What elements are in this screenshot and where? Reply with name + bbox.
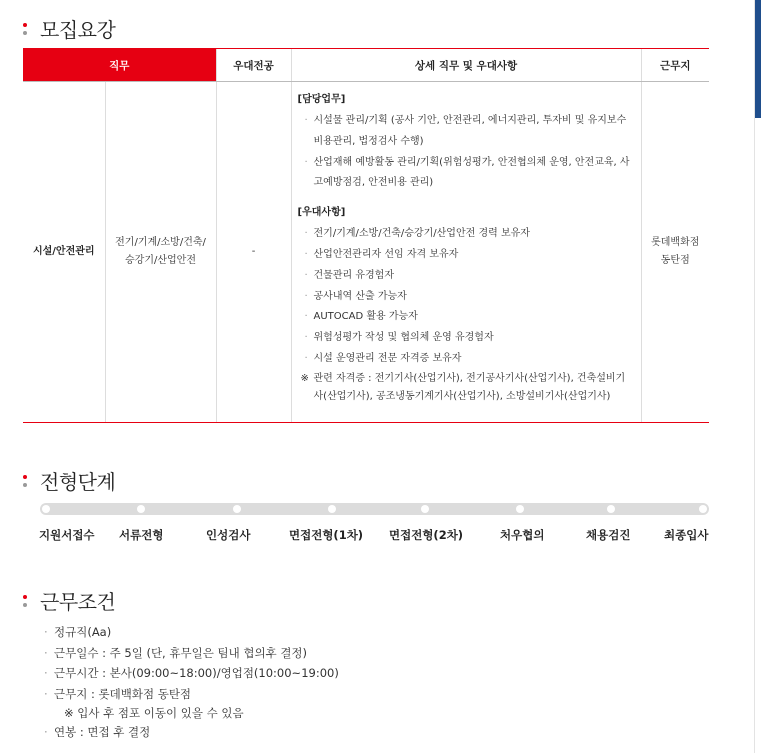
process-progress-bar xyxy=(40,503,709,515)
duties-heading: [담당업무] xyxy=(297,94,346,105)
step-dot xyxy=(607,505,615,513)
list-item: · 시설물 관리/기획 (공사 기안, 안전관리, 에너지관리, 투자비 및 유지보수 비용관리, 법정검사 수행) xyxy=(304,115,627,147)
section-recruit xyxy=(22,14,115,43)
section-title-conditions: 근무조건 xyxy=(40,590,116,614)
step-dot xyxy=(328,505,336,513)
step-label: 채용검진 xyxy=(586,528,631,542)
duties-list xyxy=(298,111,635,194)
header-location: 근무지 xyxy=(641,49,709,82)
step-label: 인성검사 xyxy=(206,528,251,542)
step-label: 지원서접수 xyxy=(39,528,95,542)
note-mark-icon: ※ xyxy=(300,372,309,384)
list-item: · 근무지 : 롯데백화점 동탄점 ※ 입사 후 점포 이동이 있을 수 있음 xyxy=(44,684,339,723)
step-dot xyxy=(516,505,524,513)
list-item: · 산업안전관리자 선임 자격 보유자 xyxy=(304,248,459,260)
step-label: 서류전형 xyxy=(119,528,164,542)
section-conditions xyxy=(22,586,115,615)
section-title-recruit: 모집요강 xyxy=(40,18,116,42)
list-item: · 연봉 : 면접 후 결정 xyxy=(44,725,151,739)
list-item: · 건물관리 유경험자 xyxy=(304,269,394,281)
list-item: · 공사내역 산출 가능자 xyxy=(304,290,407,302)
step-dot xyxy=(42,505,50,513)
bullet-dots-icon xyxy=(22,593,28,609)
step-dot xyxy=(421,505,429,513)
step-dot xyxy=(233,505,241,513)
certificate-note: ※ 관련 자격증 : 전기기사(산업기사), 전기공사기사(산업기사), 건축설비기사(산업기사), 공조냉동기계기사(산업기사), 소방설비기사(산업기사) xyxy=(298,370,635,406)
job-location: 롯데백화점 동탄점 xyxy=(641,82,709,423)
header-detail: 상세 직무 및 우대사항 xyxy=(291,49,641,82)
step-label: 면접전형(1차) xyxy=(289,528,364,542)
preferred-major: - xyxy=(216,82,291,423)
table-row xyxy=(23,82,709,423)
header-major: 우대전공 xyxy=(216,49,291,82)
job-major: 전기/기계/소방/건축/승강기/산업안전 xyxy=(105,82,216,423)
section-title-process: 전형단계 xyxy=(40,470,116,494)
header-job: 직무 xyxy=(23,49,216,82)
list-item: · AUTOCAD 활용 가능자 xyxy=(304,311,418,323)
bullet-dots-icon xyxy=(22,21,28,37)
condition-note: ※ 입사 후 점포 이동이 있을 수 있음 xyxy=(64,706,244,720)
list-item: · 정규직(Aa) xyxy=(44,625,112,639)
scroll-indicator[interactable] xyxy=(755,0,761,118)
preferences-heading: [우대사항] xyxy=(297,207,346,219)
job-name: 시설/안전관리 xyxy=(23,82,105,423)
step-label: 면접전형(2차) xyxy=(389,528,464,542)
recruit-table xyxy=(23,48,709,423)
bullet-dots-icon xyxy=(22,473,28,489)
conditions-list xyxy=(44,622,339,743)
list-item: · 근무일수 : 주 5일 (단, 휴무일은 팀내 협의후 결정) xyxy=(44,645,308,660)
job-detail xyxy=(291,82,641,423)
list-item: · 산업재해 예방활동 관리/기획(위험성평가, 안전협의체 운영, 안전교육, 사고예방점검, 안전비용 관리) xyxy=(304,156,630,189)
list-item: · 전기/기계/소방/건축/승강기/산업안전 경력 보유자 xyxy=(304,228,530,240)
step-label: 처우협의 xyxy=(500,528,545,542)
list-item: · 위험성평가 작성 및 협의체 운영 유경험자 xyxy=(304,332,494,344)
list-item: · 근무시간 : 본사(09:00~18:00)/영업점(10:00~19:00) xyxy=(44,666,339,680)
step-label: 최종입사 xyxy=(664,528,709,542)
list-item: · 시설 운영관리 전문 자격증 보유자 xyxy=(304,352,462,364)
preferences-list xyxy=(298,224,635,370)
step-dot xyxy=(137,505,145,513)
step-dot xyxy=(699,505,707,513)
section-process xyxy=(22,466,115,495)
